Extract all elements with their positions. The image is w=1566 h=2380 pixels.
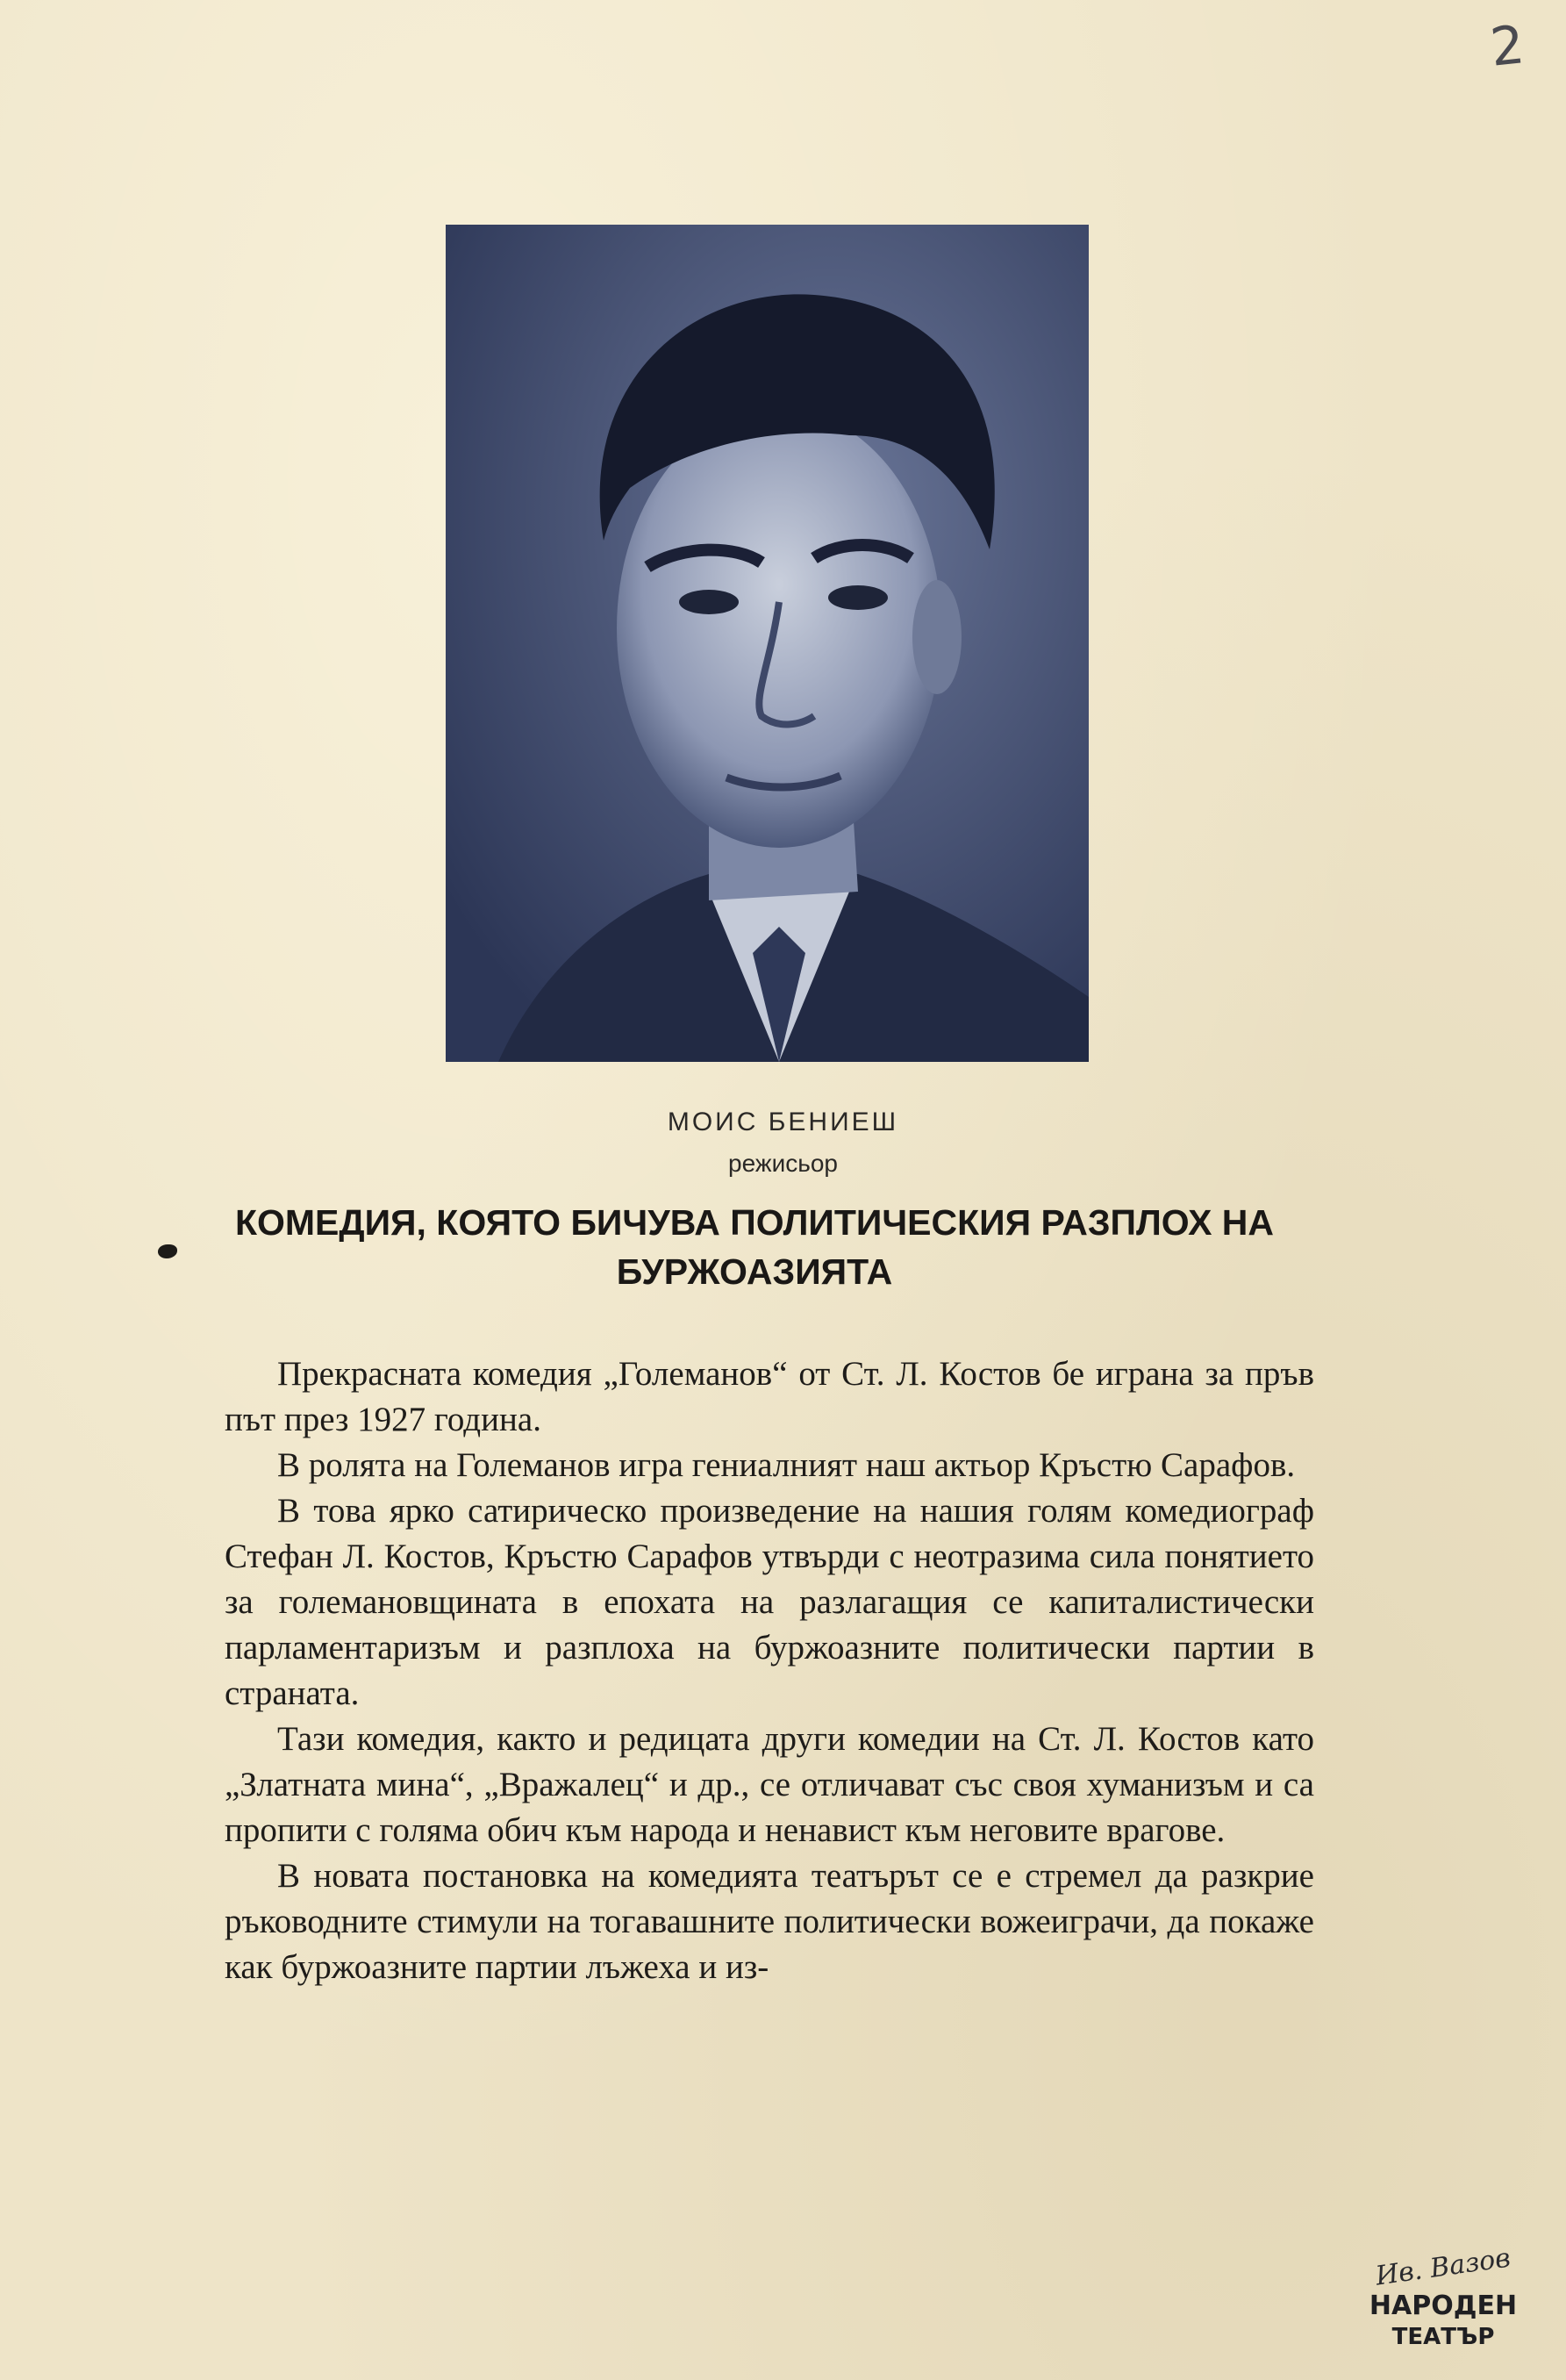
stamp-line2: ТЕАТЪР: [1391, 2324, 1495, 2350]
portrait-image: [446, 225, 1089, 1062]
page-number: 2: [1487, 14, 1527, 79]
caption-name: МОИС БЕНИЕШ: [667, 1108, 899, 1136]
article-paragraph: В това ярко сатирическо произведение на нашия голям комедиограф Стефан Л. Костов, Кръстю Сарафов утвърди с неотразима сила понятието за големановщината в епохата на разлагащия се капиталистически парламентаризъм и разплоха на буржоазните политически партии в страната.: [225, 1492, 1314, 1712]
article-paragraph: Тази комедия, както и редицата други комедии на Ст. Л. Костов като „Златната мина“, „Вражалец“ и др., се отличават със своя хуманизъм и са пропити с голяма обич към народа и ненавист към неговите врагове.: [225, 1720, 1314, 1849]
stamp-logo: [1369, 2242, 1518, 2356]
article-headline: КОМЕДИЯ, КОЯТО БИЧУВА ПОЛИТИЧЕСКИЯ РАЗПЛОХ НА БУРЖОАЗИЯТА: [234, 1202, 1275, 1292]
article-paragraph: В ролята на Големанов игра гениалният наш актьор Кръстю Сарафов.: [277, 1446, 1296, 1484]
caption-role: режисьор: [728, 1150, 838, 1177]
national-theatre-stamp: [1369, 2242, 1518, 2356]
stamp-line1: НАРОДЕН: [1369, 2290, 1518, 2321]
portrait-photo: [446, 225, 1089, 1062]
article-body: [225, 1351, 1314, 1990]
article-paragraph: Прекрасната комедия „Големанов“ от Ст. Л. Костов бе играна за пръв път през 1927 година.: [225, 1355, 1314, 1438]
stamp-signature: Ив. Вазов: [1373, 2242, 1512, 2292]
article-paragraph: В новата постановка на комедията театърът се е стремел да разкрие ръководните стимули на тогавашните политически вожеиграчи, да покаже как буржоазните партии лъжеха и из-: [225, 1857, 1314, 1986]
